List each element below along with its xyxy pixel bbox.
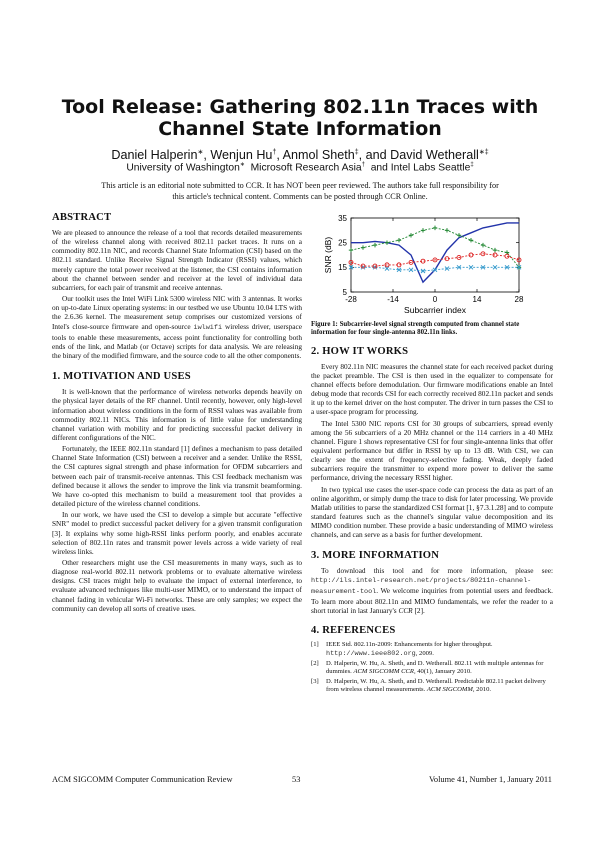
reference-text: IEEE Std. 802.11n-2009: Enhancements for higher throughput. [326,641,493,649]
figure-1 [311,212,553,330]
reference-list [311,641,553,694]
body-paragraph: In our work, we have used the CSI to develop a simple but accurate "effective SNR" model to predict successful packet delivery for a given transmit configuration [3]. It explains why some high-RSSI links perform poorly, and enables accurate selection of 802.11n rates and transmit power levels across a wide variety of real wireless links. [52,510,302,556]
x-tick-label: -28 [345,295,357,304]
affiliation: and Intel Labs Seattle [370,162,471,174]
affiliation: University of Washington [126,162,240,174]
project-url-link[interactable]: http://ils.intel-research.net/projects/80211n-channel-measurement-tool [311,576,532,596]
reference-text: D. Halperin, W. Hu, A. Sheth, and D. Wetherall. Predictable 802.11 packet delivery from wireless channel measurements. [326,678,546,694]
abstract-text: Our toolkit uses the Intel WiFi Link 5300 wireless NIC with 3 antennas. It works on up-to-date Linux operating systems: in our testbed we use Ubuntu 10.04 LTS with the 2.6.36 kernel. The measurement setup comprises our customized versions of Intel's close-source firmware and open-source [52,294,302,331]
x-tick-label: -14 [387,295,399,304]
author-name: and David Wetherall [365,148,479,163]
y-tick-label: 5 [342,287,347,297]
y-axis-label: SNR (dB) [323,236,333,274]
author-name: Wenjun Hu [210,148,273,163]
reference-item [311,660,553,676]
data-point [445,228,449,232]
data-point [433,226,437,230]
footer-volume: Volume 41, Number 1, January 2011 [428,775,552,784]
abstract-paragraph [52,294,302,360]
snr-chart [311,212,553,316]
abstract-text: wireless driver, userspace tools to enable these measurements, access point functionality for controlling both ends of the link, and Matlab (or Octave) scripts for data analysis. We are releasing the binary of the modified firmware, and the source code to all the other components. [52,321,303,361]
body-text: . We welcome inquiries from potential users and feedback. To learn more about 802.11n and MIMO fundamentals, we refer the reader to a short tutorial in last January's [311,585,553,616]
data-point [373,243,377,247]
author-mark: † [272,149,277,156]
y-tick-label: 15 [338,263,347,273]
body-paragraph [311,566,553,616]
affiliation: Microsoft Research Asia [250,162,362,174]
author-mark: ‡ [354,149,359,156]
body-paragraph: It is well-known that the performance of wireless networks depends heavily on the physical layer details of the RF channel. Until recently, however, only high-level information about wireless conditions in the form of RSSI values was available from commodity 802.11 NICs. This information is of little value for understanding channel variation with mobility and for predicting successful packet delivery in different configurations of the NIC. [52,387,302,442]
footer-journal: ACM SIGCOMM Computer Communication Review [52,775,233,784]
left-column [52,212,302,615]
body-paragraph: Every 802.11n NIC measures the channel state for each received packet during the packet preamble. The CSI is then used in the equalizer to compensate for channel effects before demodulation. Our firmware modifications enable an Intel debug mode that records CSI for each correctly received 802.11n packet and sends it up to the kernel driver on the host computer. The driver in turn passes the CSI to a user-space program for processing. [311,361,553,417]
section-heading: 3. MORE INFORMATION [311,549,440,561]
x-tick-label: 0 [432,295,438,304]
author-name: Daniel Halperin [111,148,198,163]
body-paragraph: Other researchers might use the CSI measurements in many ways, such as to diagnose real-world 802.11 network problems or to evaluate alternative wireless designs. CSI traces might help to evaluate the impact of external interference, to evaluate advanced techniques like multi-user MIMO, or to understand the impact of channel fading in vehicular Wi-Fi networks. These are only samples; we expect the community can develop all sorts of creative uses. [52,558,302,613]
footer-page-number: 53 [292,775,301,784]
section-heading: 1. MOTIVATION AND USES [52,371,191,383]
reference-venue: ACM SIGCOMM CCR [353,667,414,675]
y-tick-label: 25 [338,238,347,248]
affiliation-mark: ∗ [239,162,245,168]
affiliation-mark: † [361,162,365,168]
figure-caption: Figure 1: Subcarrier-level signal strength computed from channel state information for four single-antenna 802.11n links. [311,321,520,337]
abstract-heading: ABSTRACT [52,212,112,223]
body-paragraph: The Intel 5300 NIC reports CSI for 30 groups of subcarriers, spread evenly among the 56 subcarriers of a 20 MHz channel or the 114 carriers in a 40 MHz channel. Figure 1 shows representative CSI for four single-antenna links that offer equivalent performance but differ in RSSI by up to 13 dB. With CSI, we can clearly see the extent of frequency-selective fading. Weak, deeply faded subcarriers require the transmitter to expend more power to deliver the same performance, driving the necessary RSSI higher. [311,418,553,483]
data-point [409,268,413,272]
author-name: Anmol Sheth [282,148,355,163]
right-column [311,321,553,697]
reference-tail: , 2009. [415,649,434,657]
reference-item [311,678,553,694]
y-tick-label: 35 [338,213,347,223]
series-line-link-1 [351,223,519,282]
reference-venue: ACM SIGCOMM [426,686,473,694]
abstract-paragraph: We are pleased to announce the release of a tool that records detailed measurements of the wireless channel along with received 802.11 packet traces. It runs on a commodity 802.11n NIC, and records Channel State Information (CSI) based on the 802.11 standard. Unlike Receive Signal Strength Indicator (RSSI) values, which merely capture the total power received at the listener, the CSI contains information about the channel between sender and receiver at the level of individual data subcarriers, for each pair of transmit and receive antennas. [52,228,302,292]
data-point [385,240,389,244]
data-point [349,248,353,252]
reference-tail: , 2010. [472,686,492,694]
reference-url-link[interactable]: http://www.ieee802.org [326,649,416,658]
data-point [493,248,497,252]
x-axis-label: Subcarrier index [404,305,466,315]
data-point [481,243,485,247]
reference-item [311,641,553,657]
paper-title: Tool Release: Gathering 802.11n Traces with Channel State Information [61,96,539,140]
data-point [421,228,425,232]
journal-name: CCR [398,606,413,616]
body-paragraph: Fortunately, the IEEE 802.11n standard [1] defines a mechanism to pass detailed Channel State Information (CSI) between a receiver and a sender. Unlike the RSSI, the CSI captures signal strength and phase information for OFDM subcarriers and between each pair of transmit-receive antennas. This CSI feedback mechanism was defined because it allows the sender to improve the link via transmit beamforming. We have co-opted this mechanism to build a measurement tool that provides a detailed picture of the wireless channel conditions. [52,444,302,509]
reference-number: [1] [311,641,319,649]
author-mark: ∗ [197,149,204,156]
x-tick-label: 28 [514,295,524,304]
editorial-note: This article is an editorial note submitted to CCR. It has NOT been peer reviewed. The authors take full responsibility for this article's technical content. Comments can be posted through CCR Online. [101,181,499,201]
data-point [469,265,473,269]
affiliations [40,159,560,174]
body-text: [2]. [414,606,425,616]
affiliation-mark: ‡ [470,162,474,168]
driver-name: iwlwifi [193,323,223,332]
data-point [493,265,497,269]
data-point [397,238,401,242]
reference-number: [2] [311,659,319,667]
section-heading: 2. HOW IT WORKS [311,345,409,357]
body-paragraph: In two typical use cases the user-space code can process the data as part of an online algorithm, or simply dump the trace to disk for later processing. We provide Matlab utilities to parse the standardized CSI format [1, §7.3.1.28] and to compute standard features such as the channel's singular value decomposition and its MIMO condition number. These provide a basic understanding of MIMO wireless channels, and can serve as a basis for further development. [311,484,553,540]
reference-number: [3] [311,678,319,686]
section-heading: 4. REFERENCES [311,625,396,637]
x-tick-label: 14 [472,295,482,304]
reference-text: D. Halperin, W. Hu, A. Sheth, and D. Wetherall. 802.11 with multiple antennas for dummies. [326,659,544,675]
author-mark: ∗‡ [478,149,489,156]
data-point [409,233,413,237]
author-list: Daniel Halperin∗, Wenjun Hu†, Anmol Sheth‡, and David Wetherall∗‡ [111,148,489,163]
reference-tail: , 40(1), January 2010. [413,667,472,675]
data-point [469,238,473,242]
series-line-link-2 [351,228,519,267]
body-text: To download this tool and for more information, please see: [321,565,553,575]
data-point [361,245,365,249]
